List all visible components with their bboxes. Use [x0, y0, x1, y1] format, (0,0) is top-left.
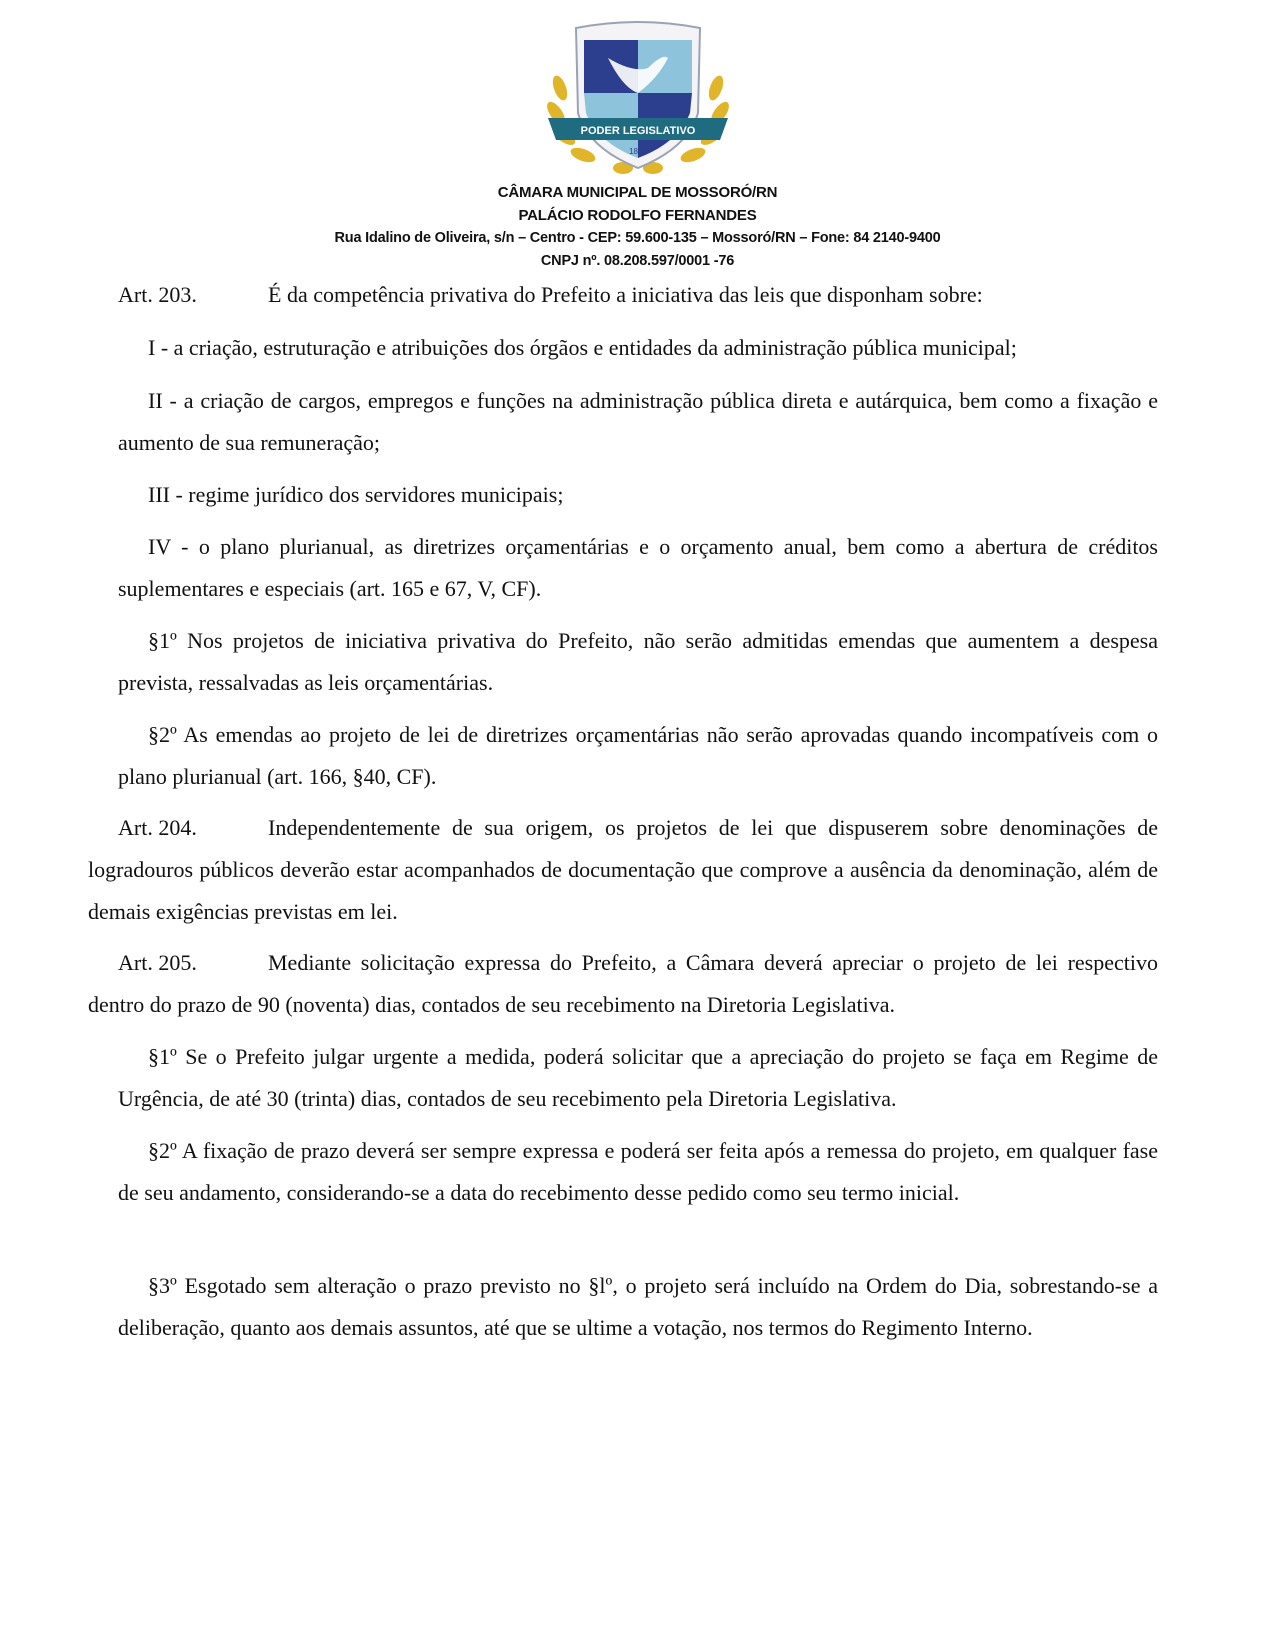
article-label: Art. 205.	[118, 950, 197, 975]
article-203-item-ii: II - a criação de cargos, empregos e funções na administração pública direta e autárquica, bem como a fixação e aumento de sua remuneração;	[118, 388, 1158, 455]
article-203-item-iv: IV - o plano plurianual, as diretrizes orçamentárias e o orçamento anual, bem como a abertura de créditos suplementares e especiais (art. 165 e 67, V, CF).	[118, 534, 1158, 601]
article-205-paragraph-1: §1º Se o Prefeito julgar urgente a medida, poderá solicitar que a apreciação do projeto se faça em Regime de Urgência, de até 30 (trinta) dias, contados de seu recebimento pela Diretoria Legislativa.	[118, 1044, 1158, 1111]
header-cnpj: CNPJ nº. 08.208.597/0001 -76	[540, 253, 735, 269]
svg-text:1870: 1870	[629, 147, 647, 156]
article-text: É da competência privativa do Prefeito a iniciativa das leis que disponham sobre:	[268, 282, 983, 307]
header-palace-name: PALÁCIO RODOLFO FERNANDES	[518, 207, 757, 224]
article-label: Art. 204.	[118, 815, 197, 840]
article-205-paragraph-2: §2º A fixação de prazo deverá ser sempre expressa e poderá ser feita após a remessa do projeto, em qualquer fase de seu andamento, considerando-se a data do recebimento desse pedido como seu termo inicial.	[118, 1138, 1158, 1205]
article-text: Independentemente de sua origem, os projetos de lei que dispuserem sobre denominações de logradouros públicos deverão estar acompanhados de documentação que comprove a ausência da denominação, além de demais exigências previstas em lei.	[88, 815, 1158, 924]
article-203-item-i: I - a criação, estruturação e atribuições dos órgãos e entidades da administração pública municipal;	[148, 335, 1017, 360]
svg-text:PODER LEGISLATIVO: PODER LEGISLATIVO	[580, 125, 696, 137]
camara-emblem-logo	[538, 18, 738, 178]
article-204	[88, 807, 1158, 933]
article-203	[118, 274, 1158, 316]
article-label: Art. 203.	[118, 282, 197, 307]
article-203-paragraph-1: §1º Nos projetos de iniciativa privativa do Prefeito, não serão admitidas emendas que aumentem a despesa prevista, ressalvadas as leis orçamentárias.	[118, 628, 1158, 695]
header-address: Rua Idalino de Oliveira, s/n – Centro - CEP: 59.600-135 – Mossoró/RN – Fone: 84 2140-9400	[334, 230, 941, 246]
article-text: Mediante solicitação expressa do Prefeito, a Câmara deverá apreciar o projeto de lei respectivo dentro do prazo de 90 (noventa) dias, contados de seu recebimento na Diretoria Legislativa.	[88, 950, 1158, 1017]
article-203-item-iii: III - regime jurídico dos servidores municipais;	[148, 482, 564, 507]
article-203-paragraph-2: §2º As emendas ao projeto de lei de diretrizes orçamentárias não serão aprovadas quando incompatíveis com o plano plurianual (art. 166, §40, CF).	[118, 722, 1158, 789]
header-institution-name: CÂMARA MUNICIPAL DE MOSSORÓ/RN	[497, 184, 778, 201]
article-205	[88, 942, 1158, 1026]
article-205-paragraph-3: §3º Esgotado sem alteração o prazo previsto no §lº, o projeto será incluído na Ordem do Dia, sobrestando-se a deliberação, quanto aos demais assuntos, até que se ultime a votação, nos termos do Regimento Interno.	[118, 1273, 1158, 1340]
